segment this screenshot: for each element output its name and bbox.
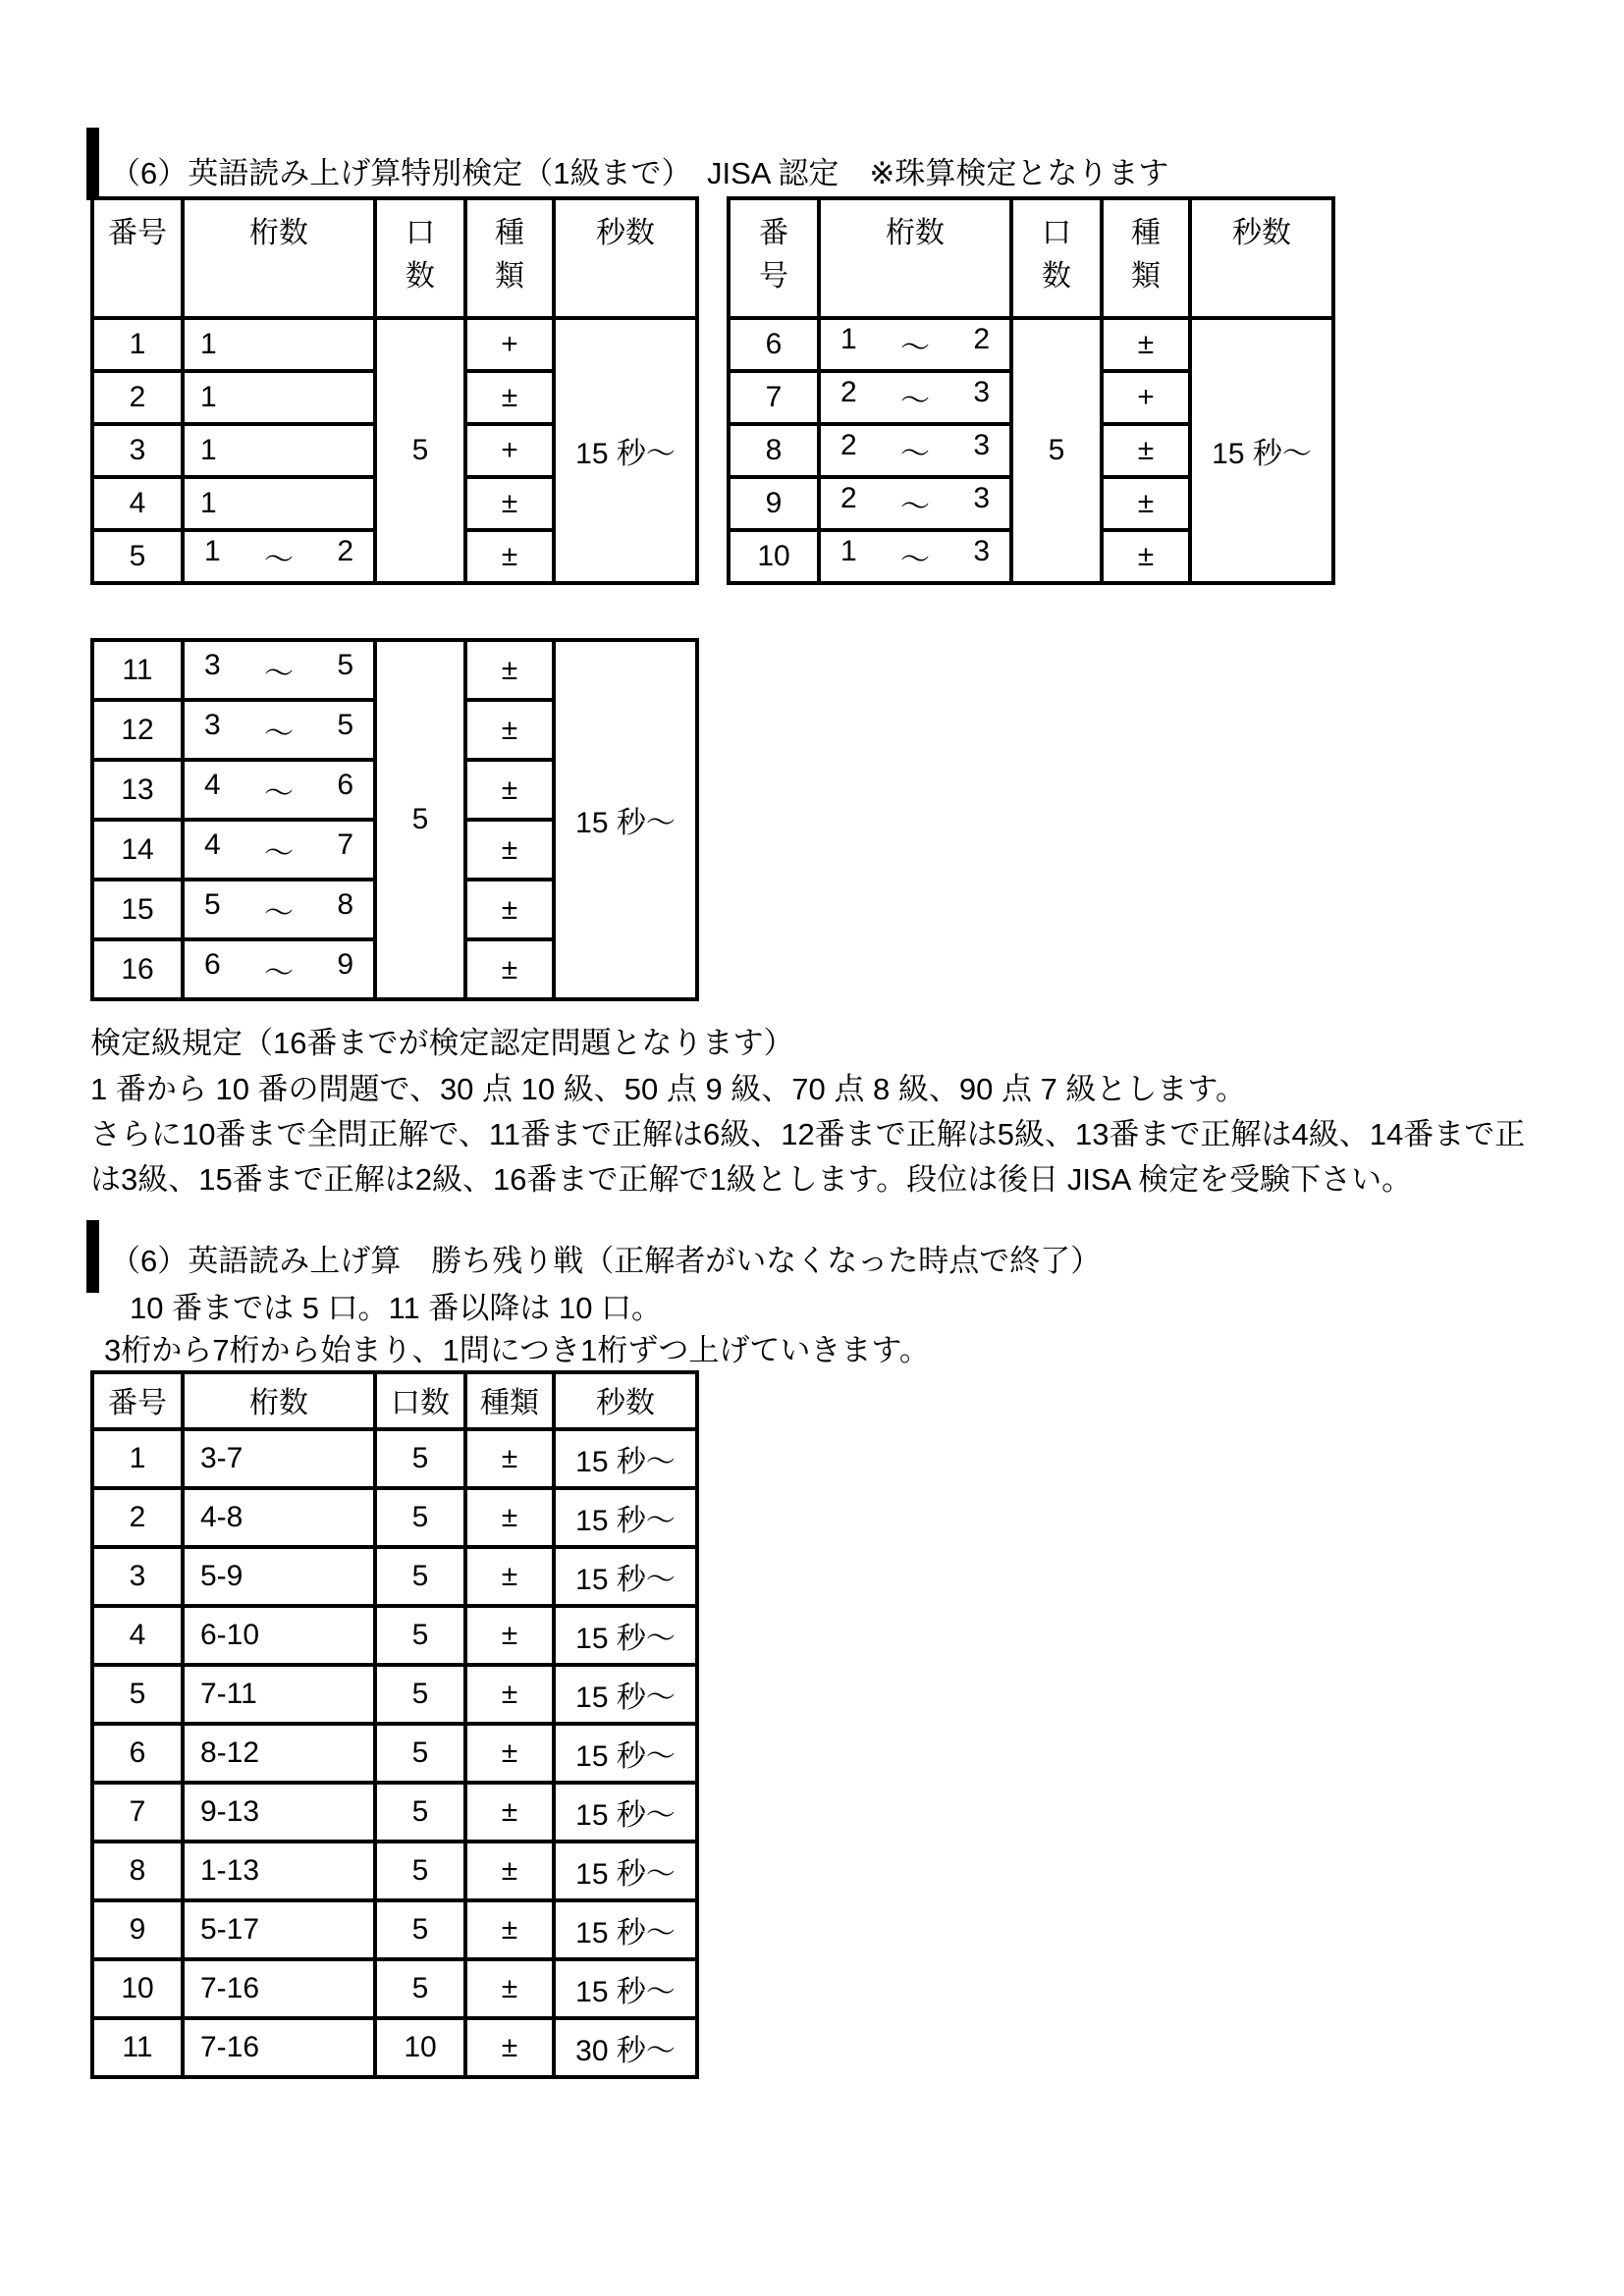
cell-mouths: 5 bbox=[375, 1724, 465, 1783]
tilde-glyph: ～ bbox=[264, 956, 294, 989]
cell-kind: ± bbox=[465, 371, 554, 424]
cell-number: 11 bbox=[92, 2018, 183, 2077]
cell-mouths: 5 bbox=[375, 1665, 465, 1724]
col-header-mouths: 口 数 bbox=[1011, 198, 1102, 318]
tilde-glyph: ～ bbox=[900, 385, 930, 417]
digits-range bbox=[185, 709, 373, 752]
table-row bbox=[92, 1842, 697, 1900]
col-header-digits: 桁数 bbox=[183, 198, 375, 318]
cell-kind: ± bbox=[465, 477, 554, 530]
cell-kind: ± bbox=[465, 1842, 554, 1900]
cell-digits: 1-13 bbox=[183, 1842, 375, 1900]
cell-kind: ± bbox=[1102, 424, 1190, 477]
digits-hi: 3 bbox=[973, 482, 990, 514]
cell-mouths: 5 bbox=[375, 1900, 465, 1959]
digits-range bbox=[185, 948, 373, 991]
survival-note-2: 3桁から7桁から始まり、1問につき1桁ずつ上げていきます。 bbox=[104, 1333, 930, 1367]
cell-kind: ± bbox=[465, 820, 554, 880]
digits-range bbox=[185, 769, 373, 812]
cell-seconds-merged: 15 秒～ bbox=[1190, 318, 1333, 583]
digits-lo: 1 bbox=[840, 535, 857, 567]
col-header-digits: 桁数 bbox=[819, 198, 1011, 318]
tilde-glyph: ～ bbox=[264, 657, 294, 690]
table-row bbox=[92, 1547, 697, 1606]
cell-digits bbox=[183, 530, 375, 583]
cell-number: 13 bbox=[92, 760, 183, 820]
cell-mouths: 10 bbox=[375, 2018, 465, 2077]
digits-hi: 8 bbox=[337, 887, 353, 921]
grade-rules-line-2: さらに10番まで全問正解で、11番まで正解は6級、12番まで正解は5級、13番まで正解は4級、14番まで正 bbox=[90, 1117, 1526, 1151]
cell-number: 9 bbox=[92, 1900, 183, 1959]
digits-hi: 5 bbox=[337, 648, 353, 681]
cell-digits bbox=[183, 820, 375, 880]
cell-digits: 7-11 bbox=[183, 1665, 375, 1724]
cell-kind: ± bbox=[465, 760, 554, 820]
tilde-glyph: ～ bbox=[900, 544, 930, 576]
cell-number: 16 bbox=[92, 939, 183, 999]
cell-seconds: 15 秒～ bbox=[554, 1665, 697, 1724]
cell-digits: 7-16 bbox=[183, 2018, 375, 2077]
cell-digits: 9-13 bbox=[183, 1783, 375, 1842]
col-header-digits: 桁数 bbox=[183, 1372, 375, 1429]
digits-lo: 4 bbox=[204, 768, 221, 801]
cell-digits bbox=[183, 880, 375, 939]
survival-note-1: 10 番までは 5 口。11 番以降は 10 口。 bbox=[130, 1291, 663, 1325]
digits-range bbox=[185, 888, 373, 932]
digits-lo: 2 bbox=[840, 482, 857, 514]
digits-lo: 1 bbox=[204, 535, 221, 567]
digits-range bbox=[821, 376, 1009, 419]
heading-accent-bar-1 bbox=[86, 128, 99, 200]
digits-lo: 6 bbox=[204, 947, 221, 981]
cell-digits: 7-16 bbox=[183, 1959, 375, 2018]
digits-hi: 5 bbox=[337, 708, 353, 741]
cell-seconds: 15 秒～ bbox=[554, 1606, 697, 1665]
cell-kind: ± bbox=[465, 700, 554, 760]
col-header-mouths: 口数 bbox=[375, 1372, 465, 1429]
cell-digits: 5-17 bbox=[183, 1900, 375, 1959]
cell-digits: 8-12 bbox=[183, 1724, 375, 1783]
cell-number: 10 bbox=[92, 1959, 183, 2018]
table-header-row bbox=[729, 198, 1333, 318]
cell-number: 15 bbox=[92, 880, 183, 939]
cell-seconds: 15 秒～ bbox=[554, 1488, 697, 1547]
cell-number: 14 bbox=[92, 820, 183, 880]
cell-digits bbox=[819, 371, 1011, 424]
table-special-1-5 bbox=[90, 196, 699, 585]
section2-title: （6）英語読み上げ算 勝ち残り戦（正解者がいなくなった時点で終了） bbox=[110, 1244, 1102, 1278]
cell-digits bbox=[819, 318, 1011, 371]
cell-number: 9 bbox=[729, 477, 819, 530]
cell-mouths-merged: 5 bbox=[375, 318, 465, 583]
col-header-number: 番 号 bbox=[729, 198, 819, 318]
table-row bbox=[92, 640, 697, 700]
cell-mouths-merged: 5 bbox=[375, 640, 465, 999]
cell-digits: 1 bbox=[183, 424, 375, 477]
cell-kind: + bbox=[1102, 371, 1190, 424]
col-header-seconds: 秒数 bbox=[554, 198, 697, 318]
cell-kind: ± bbox=[465, 1900, 554, 1959]
digits-lo: 4 bbox=[204, 828, 221, 861]
cell-mouths: 5 bbox=[375, 1842, 465, 1900]
cell-digits bbox=[819, 424, 1011, 477]
table-row bbox=[729, 318, 1333, 371]
cell-digits bbox=[183, 640, 375, 700]
col-header-mouths: 口 数 bbox=[375, 198, 465, 318]
table-row bbox=[92, 1900, 697, 1959]
cell-mouths-merged: 5 bbox=[1011, 318, 1102, 583]
cell-digits bbox=[819, 477, 1011, 530]
cell-mouths: 5 bbox=[375, 1959, 465, 2018]
tilde-glyph: ～ bbox=[264, 776, 294, 810]
cell-kind: ± bbox=[1102, 318, 1190, 371]
cell-digits: 1 bbox=[183, 318, 375, 371]
table-special-11-16 bbox=[90, 638, 699, 1001]
digits-hi: 3 bbox=[973, 535, 990, 567]
tilde-glyph: ～ bbox=[900, 332, 930, 364]
table-row bbox=[92, 1488, 697, 1547]
cell-digits bbox=[183, 939, 375, 999]
digits-hi: 3 bbox=[973, 429, 990, 461]
table-survival bbox=[90, 1370, 699, 2079]
cell-kind: ± bbox=[465, 939, 554, 999]
cell-number: 6 bbox=[92, 1724, 183, 1783]
tilde-glyph: ～ bbox=[264, 717, 294, 750]
cell-mouths: 5 bbox=[375, 1488, 465, 1547]
table-row bbox=[92, 1429, 697, 1488]
cell-kind: ± bbox=[465, 1488, 554, 1547]
cell-kind: + bbox=[465, 424, 554, 477]
tilde-glyph: ～ bbox=[900, 491, 930, 523]
cell-kind: ± bbox=[465, 1724, 554, 1783]
digits-hi: 9 bbox=[337, 947, 353, 981]
grade-rules-line-1: 1 番から 10 番の問題で、30 点 10 級、50 点 9 級、70 点 8 級、90 点 7 級とします。 bbox=[90, 1072, 1246, 1106]
table-row bbox=[92, 2018, 697, 2077]
cell-seconds: 15 秒～ bbox=[554, 1900, 697, 1959]
cell-number: 3 bbox=[92, 424, 183, 477]
cell-number: 7 bbox=[92, 1783, 183, 1842]
table-header-row bbox=[92, 1372, 697, 1429]
digits-range bbox=[821, 482, 1009, 525]
cell-number: 12 bbox=[92, 700, 183, 760]
cell-seconds: 15 秒～ bbox=[554, 1959, 697, 2018]
table-row bbox=[92, 1783, 697, 1842]
grade-rules-heading: 検定級規定（16番までが検定認定問題となります） bbox=[90, 1026, 794, 1060]
cell-seconds: 15 秒～ bbox=[554, 1429, 697, 1488]
cell-mouths: 5 bbox=[375, 1429, 465, 1488]
digits-hi: 2 bbox=[337, 535, 353, 567]
col-header-number: 番号 bbox=[92, 198, 183, 318]
digits-hi: 3 bbox=[973, 376, 990, 408]
cell-digits: 6-10 bbox=[183, 1606, 375, 1665]
cell-digits: 3-7 bbox=[183, 1429, 375, 1488]
cell-number: 1 bbox=[92, 1429, 183, 1488]
cell-kind: ± bbox=[1102, 477, 1190, 530]
cell-mouths: 5 bbox=[375, 1547, 465, 1606]
cell-digits: 1 bbox=[183, 477, 375, 530]
cell-digits: 1 bbox=[183, 371, 375, 424]
col-header-kind: 種 類 bbox=[465, 198, 554, 318]
heading-accent-bar-2 bbox=[86, 1220, 99, 1293]
cell-digits: 4-8 bbox=[183, 1488, 375, 1547]
cell-number: 3 bbox=[92, 1547, 183, 1606]
table-row bbox=[92, 1606, 697, 1665]
cell-digits bbox=[183, 760, 375, 820]
col-header-number: 番号 bbox=[92, 1372, 183, 1429]
cell-kind: ± bbox=[1102, 530, 1190, 583]
digits-lo: 5 bbox=[204, 887, 221, 921]
table-special-6-10 bbox=[727, 196, 1335, 585]
digits-lo: 3 bbox=[204, 708, 221, 741]
cell-kind: ± bbox=[465, 530, 554, 583]
col-header-seconds: 秒数 bbox=[1190, 198, 1333, 318]
digits-lo: 3 bbox=[204, 648, 221, 681]
cell-number: 8 bbox=[92, 1842, 183, 1900]
cell-kind: ± bbox=[465, 1959, 554, 2018]
digits-lo: 2 bbox=[840, 376, 857, 408]
cell-number: 7 bbox=[729, 371, 819, 424]
table-row bbox=[92, 318, 697, 371]
cell-mouths: 5 bbox=[375, 1606, 465, 1665]
cell-kind: ± bbox=[465, 1606, 554, 1665]
cell-digits: 5-9 bbox=[183, 1547, 375, 1606]
cell-kind: ± bbox=[465, 1665, 554, 1724]
cell-number: 6 bbox=[729, 318, 819, 371]
cell-number: 2 bbox=[92, 1488, 183, 1547]
digits-range bbox=[185, 535, 373, 578]
digits-range bbox=[821, 535, 1009, 578]
cell-kind: ± bbox=[465, 880, 554, 939]
cell-number: 2 bbox=[92, 371, 183, 424]
table-row bbox=[92, 1959, 697, 2018]
cell-seconds: 15 秒～ bbox=[554, 1724, 697, 1783]
col-header-seconds: 秒数 bbox=[554, 1372, 697, 1429]
cell-kind: ± bbox=[465, 1547, 554, 1606]
cell-number: 11 bbox=[92, 640, 183, 700]
cell-number: 8 bbox=[729, 424, 819, 477]
table-header-row bbox=[92, 198, 697, 318]
cell-digits bbox=[819, 530, 1011, 583]
table-row bbox=[92, 1665, 697, 1724]
cell-number: 10 bbox=[729, 530, 819, 583]
digits-range bbox=[185, 649, 373, 692]
tilde-glyph: ～ bbox=[264, 544, 294, 576]
digits-hi: 6 bbox=[337, 768, 353, 801]
cell-number: 4 bbox=[92, 477, 183, 530]
digits-range bbox=[185, 828, 373, 872]
digits-lo: 2 bbox=[840, 429, 857, 461]
cell-seconds: 15 秒～ bbox=[554, 1842, 697, 1900]
tilde-glyph: ～ bbox=[264, 896, 294, 930]
digits-range bbox=[821, 429, 1009, 472]
digits-lo: 1 bbox=[840, 323, 857, 355]
digits-hi: 2 bbox=[973, 323, 990, 355]
tilde-glyph: ～ bbox=[264, 836, 294, 870]
tilde-glyph: ～ bbox=[900, 438, 930, 470]
table-row bbox=[92, 1724, 697, 1783]
col-header-kind: 種類 bbox=[465, 1372, 554, 1429]
cell-mouths: 5 bbox=[375, 1783, 465, 1842]
cell-kind: ± bbox=[465, 2018, 554, 2077]
digits-hi: 7 bbox=[337, 828, 353, 861]
cell-seconds: 15 秒～ bbox=[554, 1547, 697, 1606]
cell-digits bbox=[183, 700, 375, 760]
section1-title: （6）英語読み上げ算特別検定（1級まで） JISA 認定 ※珠算検定となります bbox=[110, 156, 1169, 190]
col-header-kind: 種 類 bbox=[1102, 198, 1190, 318]
cell-seconds: 30 秒～ bbox=[554, 2018, 697, 2077]
cell-kind: ± bbox=[465, 640, 554, 700]
cell-kind: ± bbox=[465, 1783, 554, 1842]
grade-rules-line-3: は3級、15番まで正解は2級、16番まで正解で1級とします。段位は後日 JISA 検定を受験下さい。 bbox=[90, 1162, 1413, 1197]
cell-kind: ± bbox=[465, 1429, 554, 1488]
cell-seconds-merged: 15 秒～ bbox=[554, 640, 697, 999]
cell-number: 5 bbox=[92, 1665, 183, 1724]
cell-number: 5 bbox=[92, 530, 183, 583]
cell-kind: + bbox=[465, 318, 554, 371]
digits-range bbox=[821, 323, 1009, 366]
cell-seconds: 15 秒～ bbox=[554, 1783, 697, 1842]
cell-seconds-merged: 15 秒～ bbox=[554, 318, 697, 583]
cell-number: 4 bbox=[92, 1606, 183, 1665]
cell-number: 1 bbox=[92, 318, 183, 371]
